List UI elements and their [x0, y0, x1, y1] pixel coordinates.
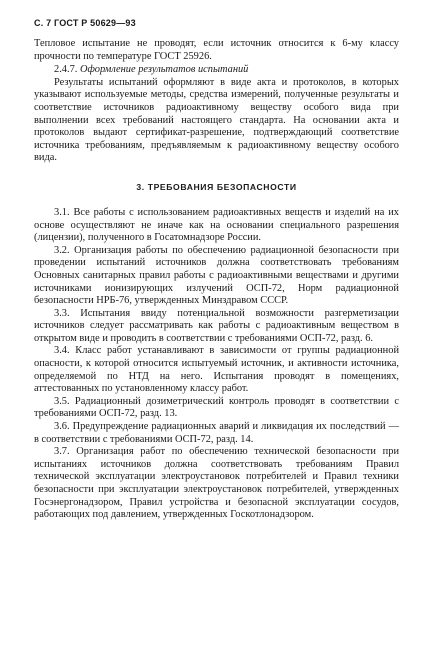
paragraph-3-7: 3.7. Организация работ по обеспечению технической безопасности при испытаниях источников должна соответствовать требованиям Правил технической эксплуатации электроустановок потребителей и Правил техники безопасности при эксплуатации электроустановок потребителей, утвержденных Госэнергонадзором, Правил устройства и безопасной эксплуатации сосудов, работающих под давлением, утвержденных Госкотлонадзором.	[34, 446, 399, 521]
paragraph-3-2: 3.2. Организация работы по обеспечению радиационной безопасности при проведении испытаний источников должна соответствовать требованиям Основных санитарных правил работы с радиоактивными веществами и другими источниками ионизирующих излучений ОСП-72, Норм радиационной безопасности НРБ-76, утвержденных Минздравом СССР.	[34, 244, 399, 307]
paragraph-3-1: 3.1. Все работы с использованием радиоактивных веществ и изделий на их основе осуществляют не иначе как на основании специального разрешения (лицензии), полученного в Госатомнадзоре России.	[34, 206, 399, 244]
subsection-heading	[34, 64, 399, 77]
paragraph-3-4: 3.4. Класс работ устанавливают в зависимости от группы радиационной опасности, к которой относится испытуемый источник, и активности источника, определяемой по НТД на него. Испытания проводят в помещениях, аттестованных по установленному классу работ.	[34, 345, 399, 395]
paragraph-3-5: 3.5. Радиационный дозиметрический контроль проводят в соответствии с требованиями ОСП-72, разд. 13.	[34, 395, 399, 420]
section-title: 3. ТРЕБОВАНИЯ БЕЗОПАСНОСТИ	[136, 181, 297, 192]
page-header: С. 7 ГОСТ Р 50629—93	[34, 18, 136, 28]
paragraph-results: Результаты испытаний оформляют в виде акта и протоколов, в которых указывают используемые методы, средства измерений, полученные результаты и соответствие источников радиоактивному веществу особого вида при выполнении всех требований настоящего стандарта. На основании акта и протоколов выдают сертификат-разрешение, подтверждающий соответствие источника требованиям, предъявляемым к радиоактивному веществу особого вида.	[34, 76, 399, 164]
subsection-number: 2.4.7.	[54, 64, 78, 76]
paragraph-3-3: 3.3. Испытания ввиду потенциальной возможности разгерметизации источников следует рассматривать как работы с радиоактивным веществом в открытом виде и проводить в соответствии с требованиями ОСП-72, разд. 6.	[34, 307, 399, 344]
paragraph-thermal-test: Тепловое испытание не проводят, если источник относится к 6-му классу прочности по температуре ГОСТ 25926.	[34, 38, 399, 62]
paragraph-3-6: 3.6. Предупреждение радиационных аварий и ликвидация их последствий — в соответствии с требованиями ОСП-72, разд. 14.	[34, 421, 399, 445]
subsection-title: Оформление результатов испытаний	[80, 64, 249, 76]
